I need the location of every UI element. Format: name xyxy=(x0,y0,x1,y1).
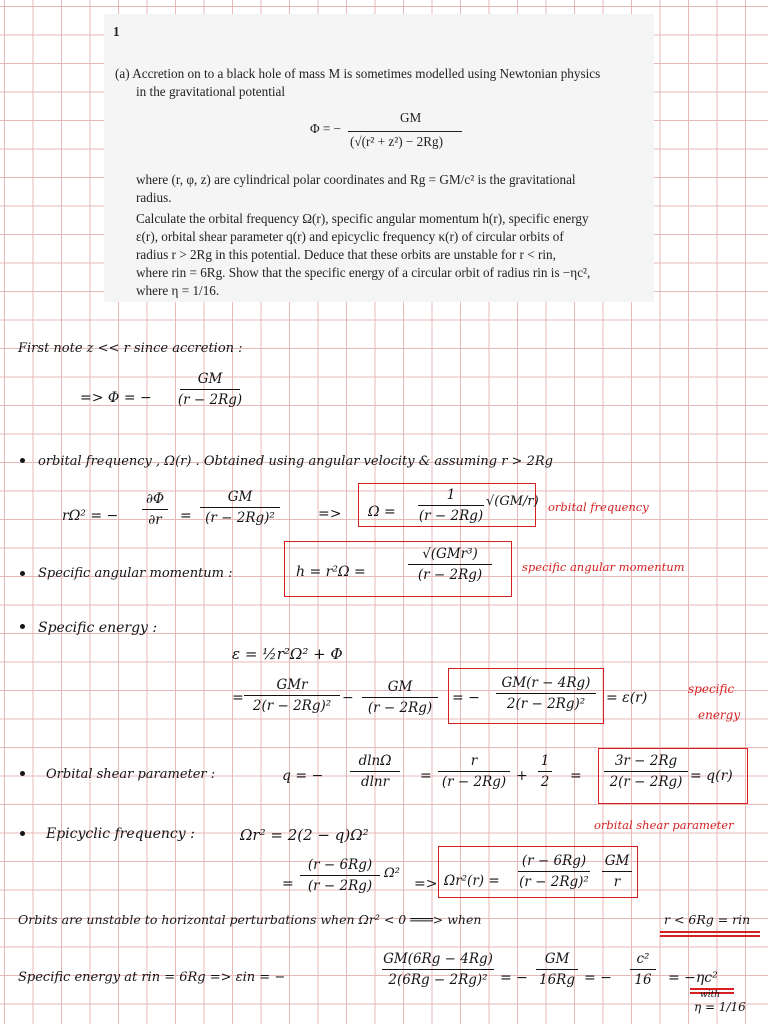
plus-sign: + xyxy=(516,768,528,784)
potential-fraction-bar xyxy=(348,131,462,132)
equals-sign: = xyxy=(570,768,582,784)
omega-root: √(GM/r) xyxy=(486,494,539,509)
bullet xyxy=(20,831,25,836)
bullet xyxy=(20,624,25,629)
equals-sign: = xyxy=(180,508,192,524)
energy-fraction-1: GMr 2(r − 2Rg)² xyxy=(244,676,340,715)
angular-momentum-label: specific angular momentum xyxy=(522,560,685,574)
final-with: with xyxy=(700,990,720,1000)
equals-minus: = − xyxy=(584,970,612,986)
bullet xyxy=(20,458,25,463)
epicyclic-fraction: (r − 6Rg) (r − 2Rg) xyxy=(300,856,380,895)
epicyclic-box-fraction-2: GM r xyxy=(602,852,632,891)
final-result: = −ηc² xyxy=(668,970,718,986)
angular-momentum-lhs: h = r²Ω = xyxy=(296,564,366,580)
part-a-line-1: (a) Accretion on to a black hole of mass M is sometimes modelled using Newtonian physics xyxy=(115,66,601,81)
coordinates-line-2: radius. xyxy=(136,190,172,205)
energy-fraction-3: GM(r − 4Rg) 2(r − 2Rg)² xyxy=(496,674,596,713)
potential-denominator: (√(r² + z²) − 2Rg) xyxy=(350,134,444,149)
unstable-orbits-result: r < 6Rg = rin xyxy=(664,912,751,927)
unstable-orbits-text: Orbits are unstable to horizontal perturbations when Ωr² < 0 ═══> when xyxy=(18,912,482,927)
energy-label-1: specific xyxy=(688,682,735,696)
potential-approx-lhs: => Φ = − xyxy=(80,390,152,406)
part-a-line-2: in the gravitational potential xyxy=(136,84,286,99)
orbital-derivative: ∂Φ ∂r xyxy=(142,490,168,529)
energy-fraction-2: GM (r − 2Rg) xyxy=(362,678,438,717)
bullet xyxy=(20,771,25,776)
energy-definition: ε = ½r²Ω² + Φ xyxy=(232,645,343,663)
equals-sign: = xyxy=(420,768,432,784)
problem-number: 1 xyxy=(113,24,120,39)
orbital-frequency-heading: orbital frequency , Ω(r) . Obtained using angular velocity & assuming r > 2Rg xyxy=(38,454,553,469)
angular-momentum-heading: Specific angular momentum : xyxy=(38,566,233,581)
final-fraction-3: c² 16 xyxy=(630,950,656,989)
final-fraction-1: GM(6Rg − 4Rg) 2(6Rg − 2Rg)² xyxy=(383,951,493,989)
task-line-5: where η = 1/16. xyxy=(136,283,220,298)
specific-energy-heading: Specific energy : xyxy=(38,620,158,636)
omega-squared: Ω² xyxy=(384,866,400,881)
orbital-lhs: rΩ² = − xyxy=(62,508,119,524)
potential-approx-fraction xyxy=(177,370,243,409)
shear-fraction: r (r − 2Rg) xyxy=(438,752,510,791)
orbital-frequency-label: orbital frequency xyxy=(548,500,649,514)
energy-rhs: = ε(r) xyxy=(606,690,648,706)
shear-rhs: = q(r) xyxy=(690,768,733,784)
final-eta: η = 1/16 xyxy=(694,1000,746,1014)
potential-lhs: Φ = − xyxy=(310,121,342,136)
shear-half: 1 2 xyxy=(538,752,552,791)
task-line-1: Calculate the orbital frequency Ω(r), specific angular momentum h(r), specific energy xyxy=(136,211,589,226)
implies-arrow: => xyxy=(414,876,438,892)
final-fraction-2: GM 16Rg xyxy=(536,950,578,989)
shear-heading: Orbital shear parameter : xyxy=(46,767,216,782)
energy-label-2: energy xyxy=(698,708,741,722)
shear-result-fraction: 3r − 2Rg 2(r − 2Rg) xyxy=(604,752,688,791)
epicyclic-box-lhs: Ωr²(r) = xyxy=(444,873,500,889)
shear-derivative: dlnΩ dlnr xyxy=(350,752,400,791)
result-underline xyxy=(660,931,760,933)
minus-sign: − xyxy=(342,690,354,706)
task-line-2: ε(r), orbital shear parameter q(r) and epicyclic frequency κ(r) of circular orbits of xyxy=(136,229,564,244)
equals-minus: = − xyxy=(500,970,528,986)
potential-approx-den: (r − 2Rg) xyxy=(177,392,243,409)
problem-panel xyxy=(104,14,654,302)
final-energy-lhs: Specific energy at rin = 6Rg => εin = − xyxy=(18,970,286,985)
epicyclic-definition: Ωr² = 2(2 − q)Ω² xyxy=(240,826,369,844)
shear-label: orbital shear parameter xyxy=(594,818,734,832)
first-note: First note z << r since accretion : xyxy=(18,341,243,356)
task-line-4: where rin = 6Rg. Show that the specific energy of a circular orbit of radius rin is −ηc², xyxy=(136,265,591,280)
angular-momentum-fraction: √(GMr³) (r − 2Rg) xyxy=(408,545,492,584)
potential-numerator: GM xyxy=(400,110,422,125)
orbital-fraction: GM (r − 2Rg)² xyxy=(200,488,280,527)
implies-arrow: => xyxy=(318,506,342,522)
bullet xyxy=(20,571,25,576)
omega-lhs: Ω = xyxy=(368,504,396,520)
equals-minus: = − xyxy=(452,690,480,706)
epicyclic-box-fraction-1: (r − 6Rg) (r − 2Rg)² xyxy=(519,853,589,891)
equals-sign: = xyxy=(232,690,244,706)
omega-fraction: 1 (r − 2Rg) xyxy=(418,487,484,525)
equals-sign: = xyxy=(282,876,294,892)
task-line-3: radius r > 2Rg in this potential. Deduce that these orbits are unstable for r < rin, xyxy=(136,247,556,262)
potential-approx-num: GM xyxy=(197,371,223,387)
result-underline xyxy=(660,935,760,937)
coordinates-line-1: where (r, φ, z) are cylindrical polar coordinates and Rg = GM/c² is the gravitational xyxy=(136,172,576,187)
epicyclic-heading: Epicyclic frequency : xyxy=(46,826,195,842)
shear-lhs: q = − xyxy=(282,768,324,784)
